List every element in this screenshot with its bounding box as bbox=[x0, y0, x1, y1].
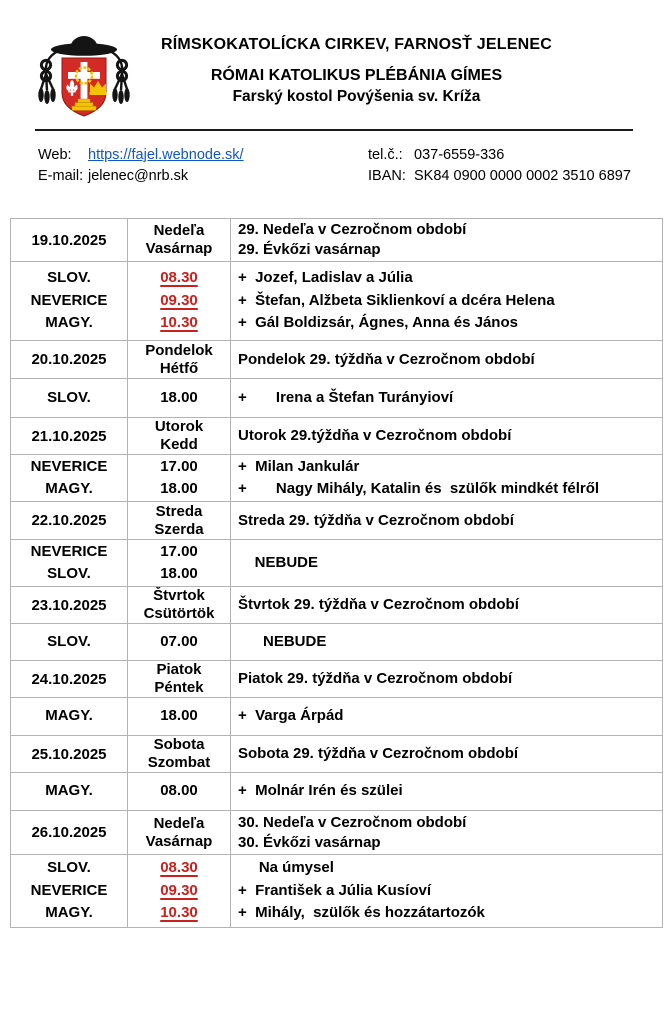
liturgical-day-cell bbox=[231, 502, 663, 540]
liturgical-day-cell bbox=[231, 341, 663, 379]
liturgical-day-line: Piatok 29. týždňa v Cezročnom období bbox=[238, 670, 513, 687]
location-label: SLOV. bbox=[47, 269, 91, 287]
mass-intention: NEBUDE bbox=[238, 632, 327, 650]
weekday-line: Štvrtok bbox=[153, 587, 205, 604]
time-cell bbox=[128, 455, 231, 502]
liturgical-day-line: 29. Évkőzi vasárnap bbox=[238, 241, 381, 258]
weekday-line: Utorok bbox=[154, 418, 204, 435]
weekday-line: Sobota bbox=[153, 736, 205, 753]
intention-cell bbox=[231, 773, 663, 811]
weekday-line: Piatok bbox=[156, 661, 202, 678]
contact-block bbox=[38, 145, 650, 187]
liturgical-day-line: Sobota 29. týždňa v Cezročnom období bbox=[238, 745, 519, 762]
weekday-cell bbox=[128, 661, 231, 698]
mass-time: 18.00 bbox=[160, 565, 198, 582]
mass-time: 18.00 bbox=[160, 388, 198, 406]
weekday-line: Vasárnap bbox=[145, 240, 213, 257]
mass-time: 17.00 bbox=[160, 457, 198, 475]
date-cell: 21.10.2025 bbox=[11, 418, 128, 455]
weekday-cell bbox=[128, 736, 231, 773]
mass-intention-merged: NEBUDE bbox=[238, 553, 319, 571]
weekday-line: Péntek bbox=[154, 679, 204, 696]
date-cell: 22.10.2025 bbox=[11, 502, 128, 540]
location-cell bbox=[11, 455, 128, 502]
liturgical-day-line: 30. Évkőzi vasárnap bbox=[238, 833, 381, 851]
location-cell bbox=[11, 624, 128, 661]
mass-intention: Na úmysel bbox=[238, 859, 334, 877]
mass-intention: + Jozef, Ladislav a Júlia bbox=[238, 269, 413, 287]
day-row bbox=[11, 341, 663, 379]
location-label: MAGY. bbox=[45, 480, 93, 497]
intention-cell bbox=[231, 540, 663, 587]
weekday-cell bbox=[128, 341, 231, 379]
liturgical-day-line: 29. Nedeľa v Cezročnom období bbox=[238, 221, 467, 238]
mass-intention: + Irena a Štefan Turányioví bbox=[238, 388, 454, 406]
day-row bbox=[11, 661, 663, 698]
weekday-cell bbox=[128, 587, 231, 624]
mass-intention: + Štefan, Alžbeta Siklienkoví a dcéra Helena bbox=[238, 291, 555, 309]
church-subtitle: Farský kostol Povýšenia sv. Kríža bbox=[232, 88, 481, 105]
time-cell bbox=[128, 540, 231, 587]
location-cell bbox=[11, 698, 128, 736]
time-cell bbox=[128, 855, 231, 928]
date-cell: 24.10.2025 bbox=[11, 661, 128, 698]
intention-cell bbox=[231, 624, 663, 661]
location-label: NEVERICE bbox=[30, 881, 108, 899]
email-value: jelenec@nrb.sk bbox=[88, 168, 189, 184]
day-row bbox=[11, 502, 663, 540]
weekday-line: Streda bbox=[155, 502, 203, 520]
location-label: MAGY. bbox=[45, 904, 93, 922]
location-label: SLOV. bbox=[47, 859, 91, 877]
liturgical-day-cell bbox=[231, 811, 663, 855]
time-cell bbox=[128, 698, 231, 736]
intention-cell bbox=[231, 262, 663, 341]
mass-time: 09.30 bbox=[160, 291, 198, 309]
location-label: MAGY. bbox=[45, 707, 93, 725]
mass-time: 08.30 bbox=[160, 269, 198, 287]
location-cell bbox=[11, 540, 128, 587]
liturgical-day-cell bbox=[231, 736, 663, 773]
weekday-cell bbox=[128, 219, 231, 262]
date-cell: 26.10.2025 bbox=[11, 811, 128, 855]
liturgical-day-cell bbox=[231, 587, 663, 624]
location-label: SLOV. bbox=[47, 632, 91, 650]
mass-row bbox=[11, 624, 663, 661]
liturgical-day-line: Štvrtok 29. týždňa v Cezročnom období bbox=[238, 596, 519, 613]
mass-row bbox=[11, 698, 663, 736]
intention-cell bbox=[231, 379, 663, 418]
mass-row bbox=[11, 455, 663, 502]
location-label: NEVERICE bbox=[30, 291, 108, 309]
location-label: SLOV. bbox=[47, 388, 91, 406]
parish-coat-of-arms-icon bbox=[34, 28, 134, 130]
mass-intention: + Molnár Irén és szülei bbox=[238, 782, 403, 800]
intention-cell bbox=[231, 698, 663, 736]
mass-intention: + Varga Árpád bbox=[238, 707, 344, 725]
schedule-table bbox=[10, 218, 663, 928]
mass-row bbox=[11, 540, 663, 587]
weekday-line: Vasárnap bbox=[145, 832, 213, 850]
email-label: E-mail: bbox=[38, 168, 84, 184]
date-cell: 19.10.2025 bbox=[11, 219, 128, 262]
liturgical-day-line: Pondelok 29. týždňa v Cezročnom období bbox=[238, 350, 535, 368]
intention-cell bbox=[231, 855, 663, 928]
parish-title-hungarian: RÓMAI KATOLIKUS PLÉBÁNIA GÍMES bbox=[210, 67, 503, 84]
mass-intention: + František a Júlia Kusíoví bbox=[238, 881, 431, 899]
location-label: SLOV. bbox=[47, 565, 91, 582]
mass-time: 18.00 bbox=[160, 707, 198, 725]
mass-time: 10.30 bbox=[160, 904, 198, 922]
location-label: MAGY. bbox=[45, 782, 93, 800]
mass-time: 09.30 bbox=[160, 881, 198, 899]
mass-time: 10.30 bbox=[160, 314, 198, 332]
mass-time: 07.00 bbox=[160, 632, 198, 650]
time-cell bbox=[128, 262, 231, 341]
parish-title-slovak: RÍMSKOKATOLÍCKA CIRKEV, FARNOSŤ JELENEC bbox=[161, 36, 552, 53]
time-cell bbox=[128, 379, 231, 418]
weekday-line: Pondelok bbox=[145, 341, 213, 359]
tel-label: tel.č.: bbox=[368, 147, 403, 163]
liturgical-day-line: Utorok 29.týždňa v Cezročnom období bbox=[238, 427, 512, 444]
mass-intention: + Milan Jankulár bbox=[238, 457, 360, 475]
weekday-line: Nedeľa bbox=[153, 222, 205, 239]
weekday-line: Szombat bbox=[147, 754, 211, 771]
weekday-cell bbox=[128, 418, 231, 455]
intention-cell bbox=[231, 455, 663, 502]
weekday-cell bbox=[128, 811, 231, 855]
website-link[interactable]: https://fajel.webnode.sk/ bbox=[88, 147, 244, 163]
location-cell bbox=[11, 855, 128, 928]
mass-row bbox=[11, 262, 663, 341]
mass-row bbox=[11, 855, 663, 928]
tel-value: 037-6559-336 bbox=[414, 147, 505, 163]
location-label: MAGY. bbox=[45, 314, 93, 332]
liturgical-day-cell bbox=[231, 219, 663, 262]
time-cell bbox=[128, 773, 231, 811]
weekday-line: Nedeľa bbox=[153, 814, 205, 832]
weekday-cell bbox=[128, 502, 231, 540]
time-cell bbox=[128, 624, 231, 661]
location-label: NEVERICE bbox=[30, 457, 108, 475]
iban-label: IBAN: bbox=[368, 168, 406, 184]
mass-intention: + Mihály, szülők és hozzátartozók bbox=[238, 904, 485, 922]
location-cell bbox=[11, 262, 128, 341]
mass-time: 08.30 bbox=[160, 859, 198, 877]
day-row bbox=[11, 587, 663, 624]
web-label: Web: bbox=[38, 147, 72, 163]
mass-time: 08.00 bbox=[160, 782, 198, 800]
weekday-line: Hétfő bbox=[159, 359, 199, 377]
header-divider bbox=[35, 129, 633, 131]
weekday-line: Szerda bbox=[154, 520, 204, 538]
liturgical-day-cell bbox=[231, 418, 663, 455]
day-row bbox=[11, 736, 663, 773]
day-row bbox=[11, 418, 663, 455]
liturgical-day-cell bbox=[231, 661, 663, 698]
date-cell: 20.10.2025 bbox=[11, 341, 128, 379]
mass-row bbox=[11, 379, 663, 418]
day-row bbox=[11, 811, 663, 855]
day-row bbox=[11, 219, 663, 262]
weekday-line: Kedd bbox=[160, 436, 198, 453]
mass-intention: + Nagy Mihály, Katalin és szülők mindkét félről bbox=[238, 480, 600, 497]
location-label: NEVERICE bbox=[30, 542, 108, 560]
location-cell bbox=[11, 379, 128, 418]
iban-value: SK84 0900 0000 0002 3510 6897 bbox=[414, 168, 631, 184]
mass-intention: + Gál Boldizsár, Ágnes, Anna és János bbox=[238, 314, 518, 332]
liturgical-day-line: Streda 29. týždňa v Cezročnom období bbox=[238, 511, 514, 529]
mass-time: 18.00 bbox=[160, 480, 198, 497]
location-cell bbox=[11, 773, 128, 811]
header-titles bbox=[140, 36, 573, 106]
mass-row bbox=[11, 773, 663, 811]
weekday-line: Csütörtök bbox=[143, 605, 215, 622]
mass-time: 17.00 bbox=[160, 542, 198, 560]
date-cell: 25.10.2025 bbox=[11, 736, 128, 773]
liturgical-day-line: 30. Nedeľa v Cezročnom období bbox=[238, 813, 467, 831]
date-cell: 23.10.2025 bbox=[11, 587, 128, 624]
